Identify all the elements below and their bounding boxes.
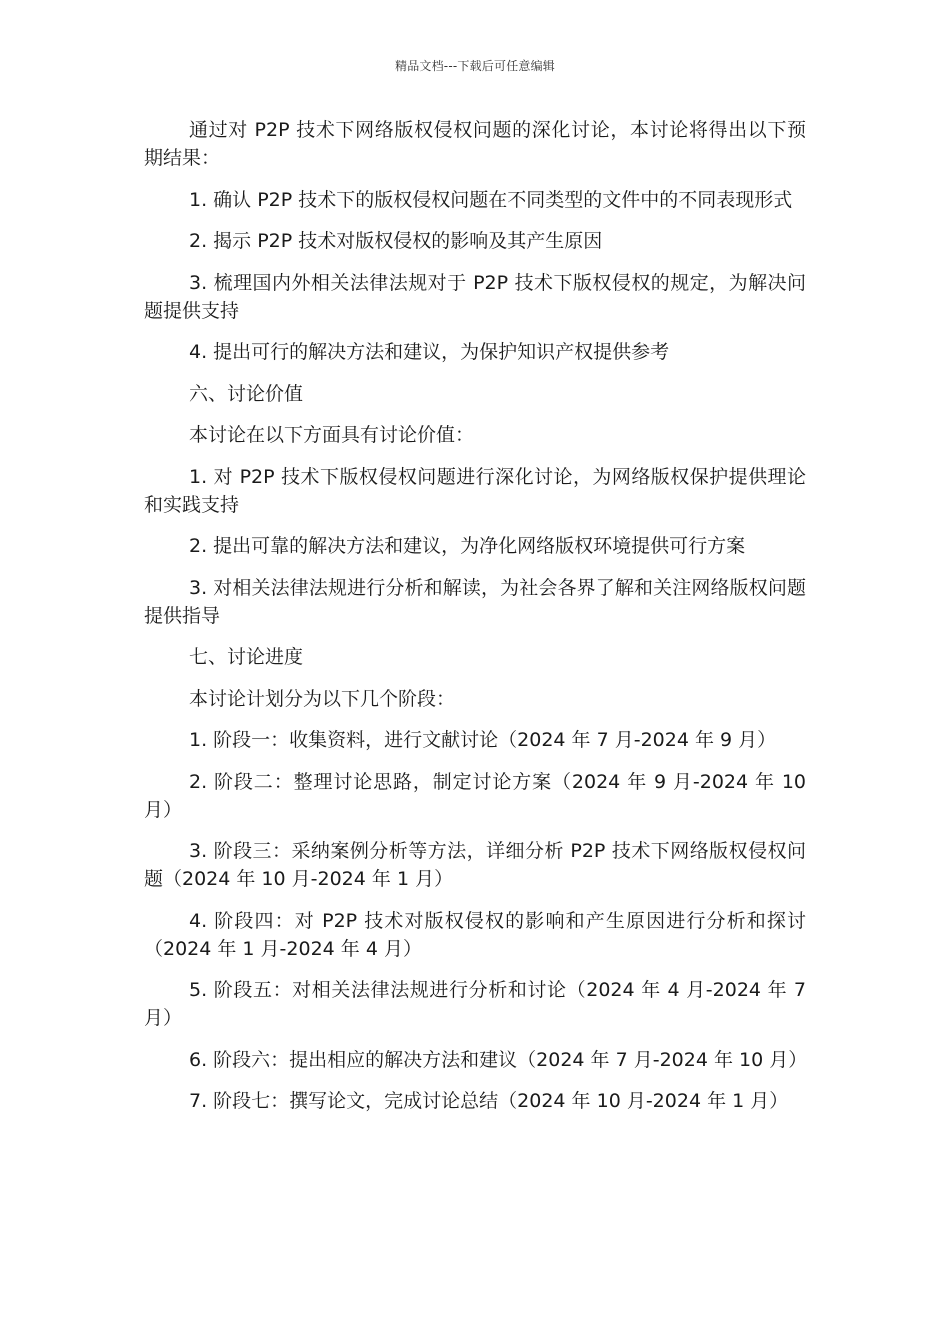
progress-stage-item: 1. 阶段一：收集资料，进行文献讨论（2024 年 7 月-2024 年 9 月）	[189, 729, 777, 751]
value-item: 3. 对相关法律法规进行分析和解读，为社会各界了解和关注网络版权问题提供指导	[144, 576, 806, 627]
section-heading-value: 六、讨论价值	[189, 382, 304, 405]
progress-stage-item: 2. 阶段二：整理讨论思路，制定讨论方案（2024 年 9 月-2024 年 10 月）	[144, 770, 806, 821]
page-header: 精品文档---下载后可任意编辑	[395, 59, 555, 73]
document-body	[144, 116, 806, 1129]
progress-stage-item: 6. 阶段六：提出相应的解决方法和建议（2024 年 7 月-2024 年 10 月）	[189, 1048, 808, 1071]
intro-paragraph: 通过对 P2P 技术下网络版权侵权问题的深化讨论，本讨论将得出以下预期结果：	[144, 119, 806, 169]
progress-stage-item: 4. 阶段四：对 P2P 技术对版权侵权的影响和产生原因进行分析和探讨（2024 年 1 月-2024 年 4 月）	[144, 909, 806, 960]
progress-stage-item: 7. 阶段七：撰写论文，完成讨论总结（2024 年 10 月-2024 年 1 月）	[189, 1090, 789, 1112]
section-heading-progress: 七、讨论进度	[189, 646, 304, 668]
progress-stage-item: 3. 阶段三：采纳案例分析等方法，详细分析 P2P 技术下网络版权侵权问题（2024 年 10 月-2024 年 1 月）	[144, 840, 806, 890]
expected-result-item: 1. 确认 P2P 技术下的版权侵权问题在不同类型的文件中的不同表现形式	[189, 188, 793, 211]
progress-stage-item: 5. 阶段五：对相关法律法规进行分析和讨论（2024 年 4 月-2024 年 7 月）	[144, 979, 806, 1029]
value-item: 1. 对 P2P 技术下版权侵权问题进行深化讨论，为网络版权保护提供理论和实践支持	[144, 465, 806, 516]
expected-result-item: 3. 梳理国内外相关法律法规对于 P2P 技术下版权侵权的规定，为解决问题提供支持	[144, 271, 806, 322]
expected-result-item: 2. 揭示 P2P 技术对版权侵权的影响及其产生原因	[189, 230, 603, 252]
value-item: 2. 提出可靠的解决方法和建议，为净化网络版权环境提供可行方案	[189, 535, 746, 557]
expected-result-item: 4. 提出可行的解决方法和建议，为保护知识产权提供参考	[189, 341, 670, 363]
progress-intro-paragraph: 本讨论计划分为以下几个阶段：	[189, 687, 456, 710]
value-intro-paragraph: 本讨论在以下方面具有讨论价值：	[189, 424, 475, 446]
